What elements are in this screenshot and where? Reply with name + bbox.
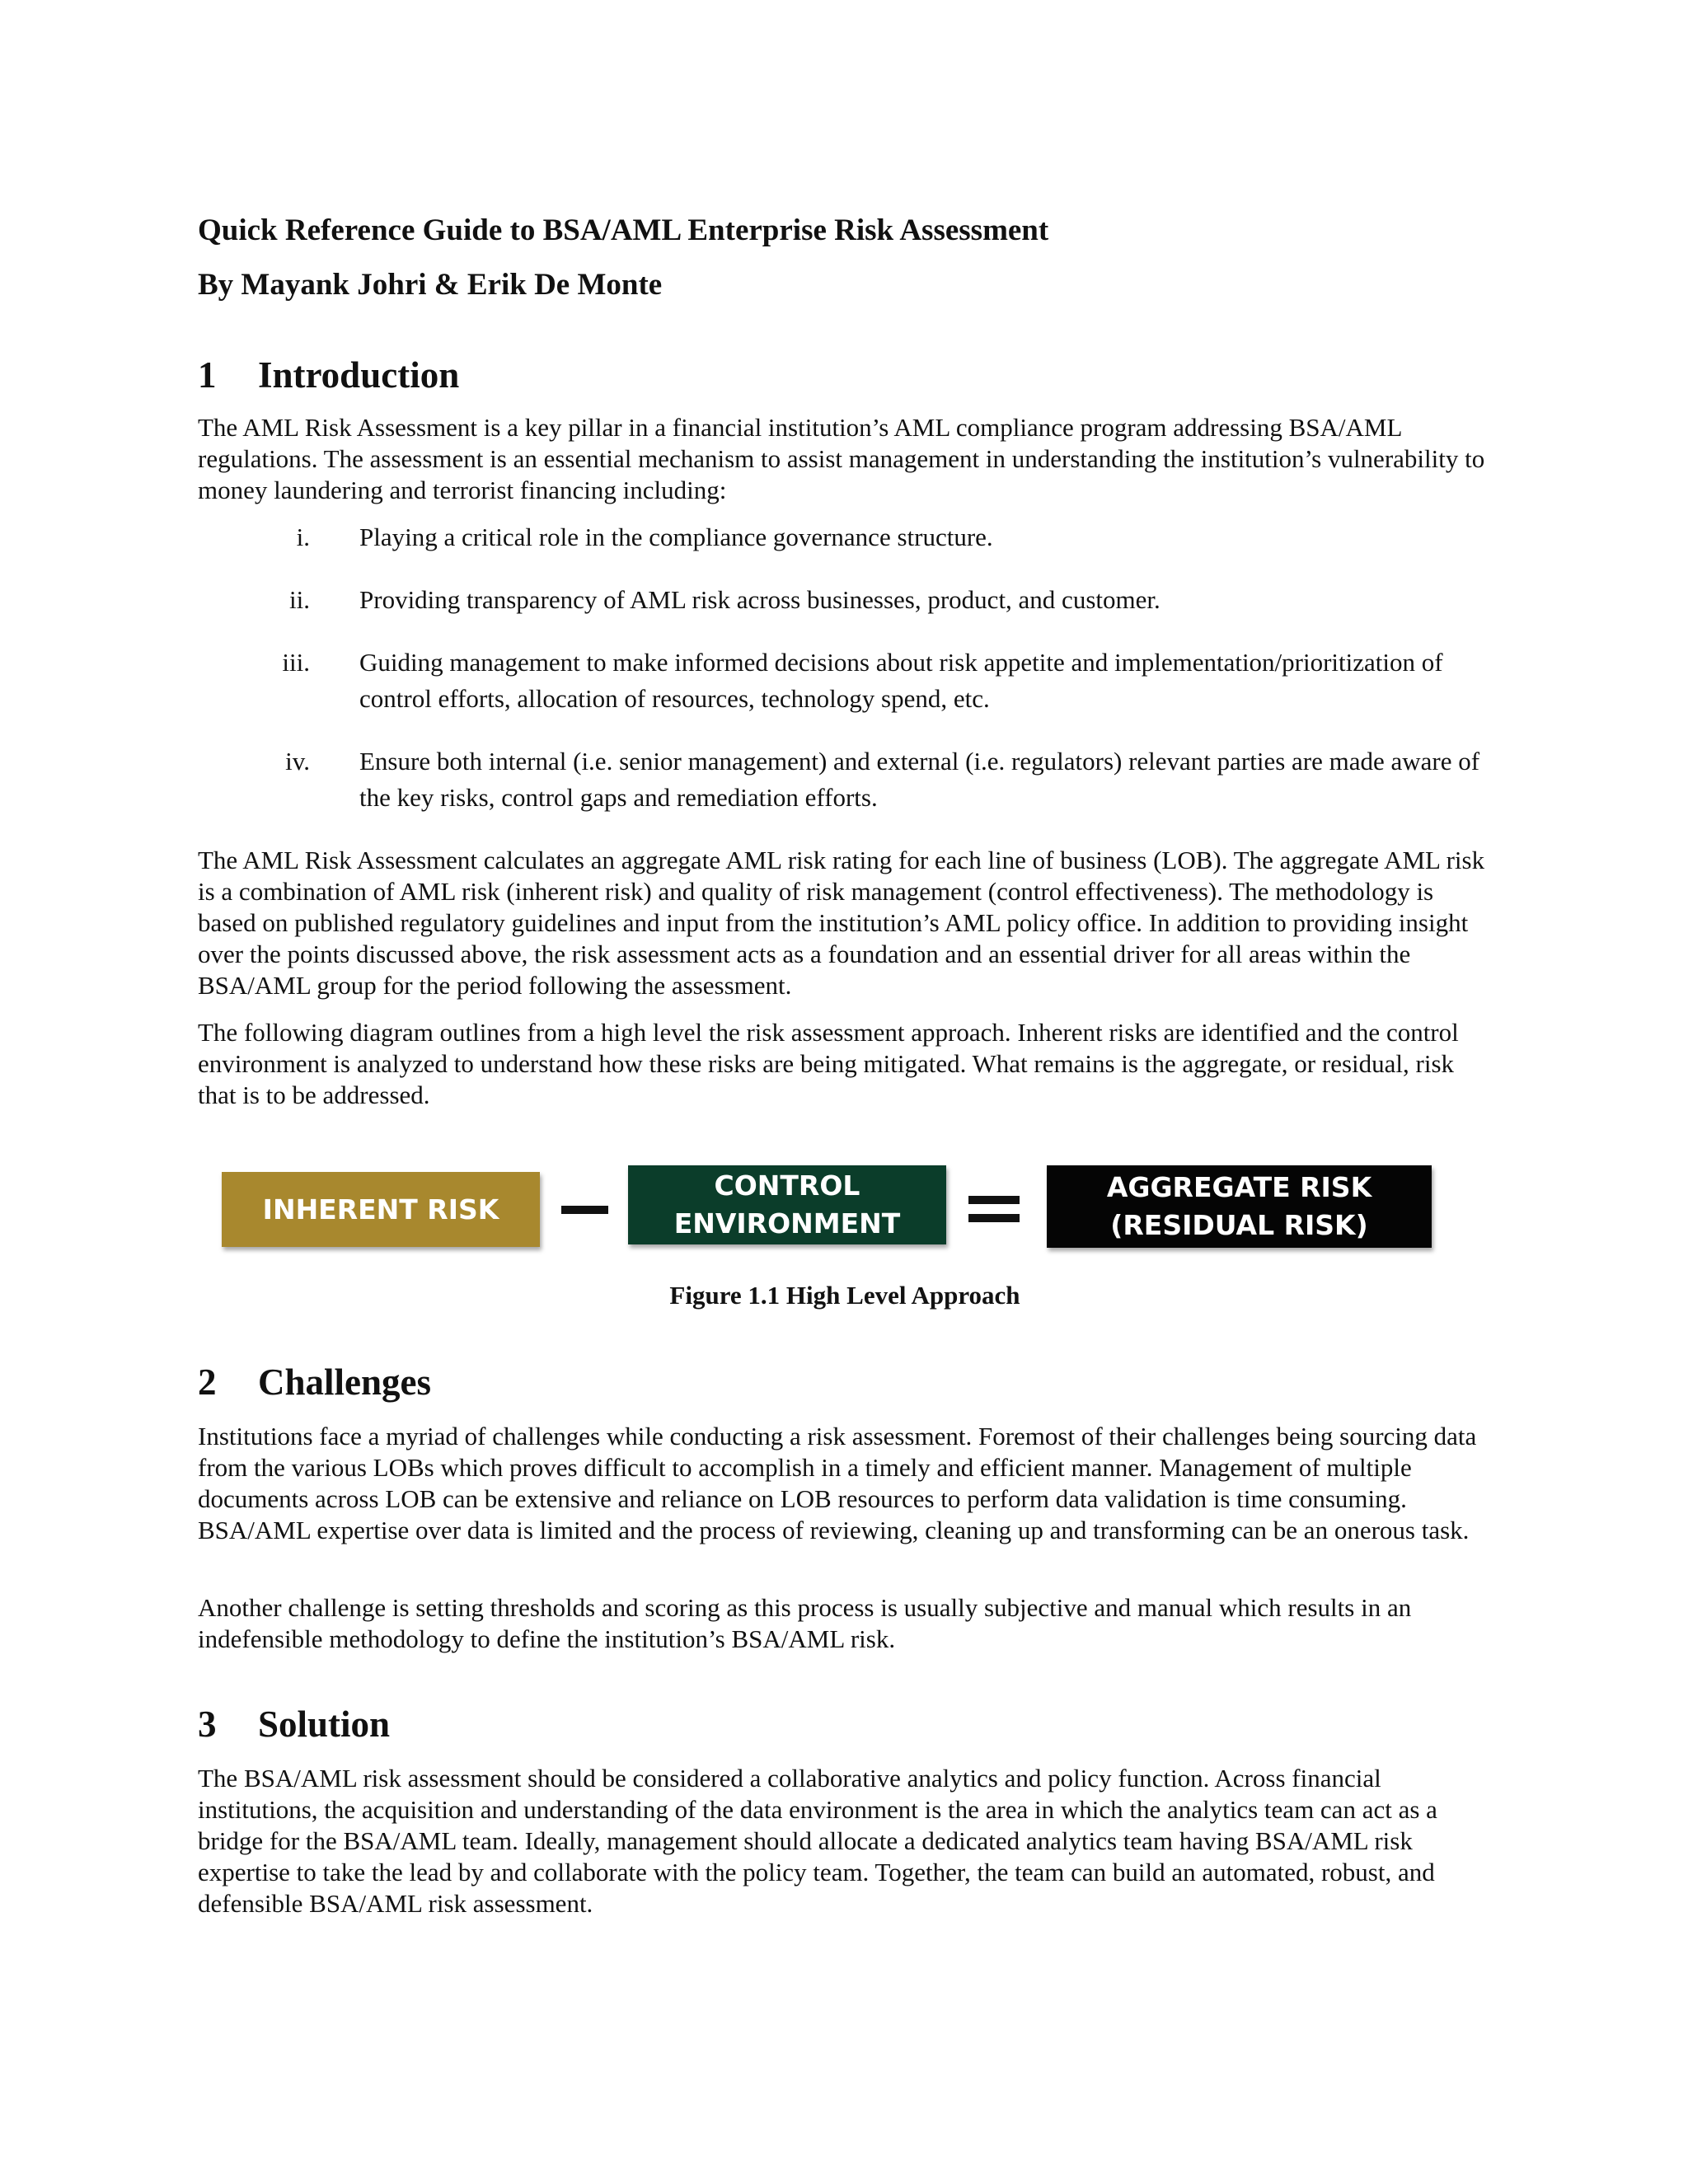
challenges-paragraph-2: Another challenge is setting thresholds and scoring as this process is usually subjective and manual which results in an indefensible methodology to define the institution’s BSA/AML risk. xyxy=(198,1593,1412,1653)
aggregate-risk-box xyxy=(1047,1165,1432,1248)
list-item-text: Ensure both internal (i.e. senior management) and external (i.e. regulators) relevant parties are made aware of the key risks, control gaps and remediation efforts. xyxy=(359,747,1480,812)
section-heading-introduction xyxy=(198,353,459,397)
equals-sign-bottom xyxy=(968,1214,1020,1222)
control-environment-label: CONTROL ENVIRONMENT xyxy=(673,1169,901,1240)
inherent-risk-label: INHERENT RISK xyxy=(262,1193,499,1226)
list-marker: iii. xyxy=(282,648,310,677)
list-marker: i. xyxy=(296,523,310,551)
challenges-paragraph-1: Institutions face a myriad of challenges while conducting a risk assessment. Foremost of their challenges being sourcing data from the various LOBs which proves difficult to accomplish in a timely and efficient manner. Management of multiple documents across LOB can be extensive and reliance on LOB resources to perform data validation is time consuming. BSA/AML expertise over data is limited and the process of reviewing, cleaning up and transforming can be an onerous task. xyxy=(198,1422,1477,1544)
equals-sign-top xyxy=(968,1196,1020,1204)
list-item-text: Guiding management to make informed decisions about risk appetite and implementation/prioritization of control efforts, allocation of resources, technology spend, etc. xyxy=(359,648,1443,713)
section-number: 2 xyxy=(198,1361,217,1403)
aggregate-risk-label: AGGREGATE RISK (RESIDUAL RISK) xyxy=(1106,1171,1372,1241)
document-title: Quick Reference Guide to BSA/AML Enterprise Risk Assessment xyxy=(198,213,1049,247)
section-title: Challenges xyxy=(258,1361,432,1403)
section-heading-solution xyxy=(198,1702,390,1746)
section-number: 1 xyxy=(198,354,217,396)
list-item-text: Playing a critical role in the compliance governance structure. xyxy=(359,523,993,551)
figure-caption: Figure 1.1 High Level Approach xyxy=(669,1281,1020,1310)
list-item-text: Providing transparency of AML risk across businesses, product, and customer. xyxy=(359,585,1160,614)
control-environment-box xyxy=(628,1165,946,1244)
section-title: Introduction xyxy=(258,354,460,396)
solution-paragraph: The BSA/AML risk assessment should be considered a collaborative analytics and policy function. Across financial institutions, the acquisition and understanding of the data environment is the area in which the analytics team can act as a bridge for the BSA/AML team. Ideally, management should allocate a dedicated analytics team having BSA/AML risk expertise to take the lead by and collaborate with the policy team. Together, the team can build an automated, robust, and defensible BSA/AML risk assessment. xyxy=(198,1764,1437,1918)
section-number: 3 xyxy=(198,1704,217,1745)
minus-sign-icon xyxy=(561,1206,608,1214)
section-title: Solution xyxy=(258,1704,391,1745)
document-authors: By Mayank Johri & Erik De Monte xyxy=(198,268,663,302)
risk-rating-paragraph: The AML Risk Assessment calculates an aggregate AML risk rating for each line of business (LOB). The aggregate AML risk is a combination of AML risk (inherent risk) and quality of risk management (control effectiveness). The methodology is based on published regulatory guidelines and input from the institution’s AML policy office. In addition to providing insight over the points discussed above, the risk assessment acts as a foundation and an essential driver for all areas within the BSA/AML group for the period following the assessment. xyxy=(198,846,1485,1000)
section-heading-challenges xyxy=(198,1360,431,1404)
list-marker: ii. xyxy=(289,585,310,614)
intro-paragraph: The AML Risk Assessment is a key pillar in a financial institution’s AML compliance program addressing BSA/AML regulations. The assessment is an essential mechanism to assist management in understanding the institution’s vulnerability to money laundering and terrorist financing including: xyxy=(198,413,1485,504)
list-marker: iv. xyxy=(285,747,310,776)
inherent-risk-box xyxy=(222,1172,540,1247)
diagram-intro-paragraph: The following diagram outlines from a high level the risk assessment approach. Inherent risks are identified and the control environment is analyzed to understand how these risks are being mitigated. What remains is the aggregate, or residual, risk that is to be addressed. xyxy=(198,1018,1459,1109)
